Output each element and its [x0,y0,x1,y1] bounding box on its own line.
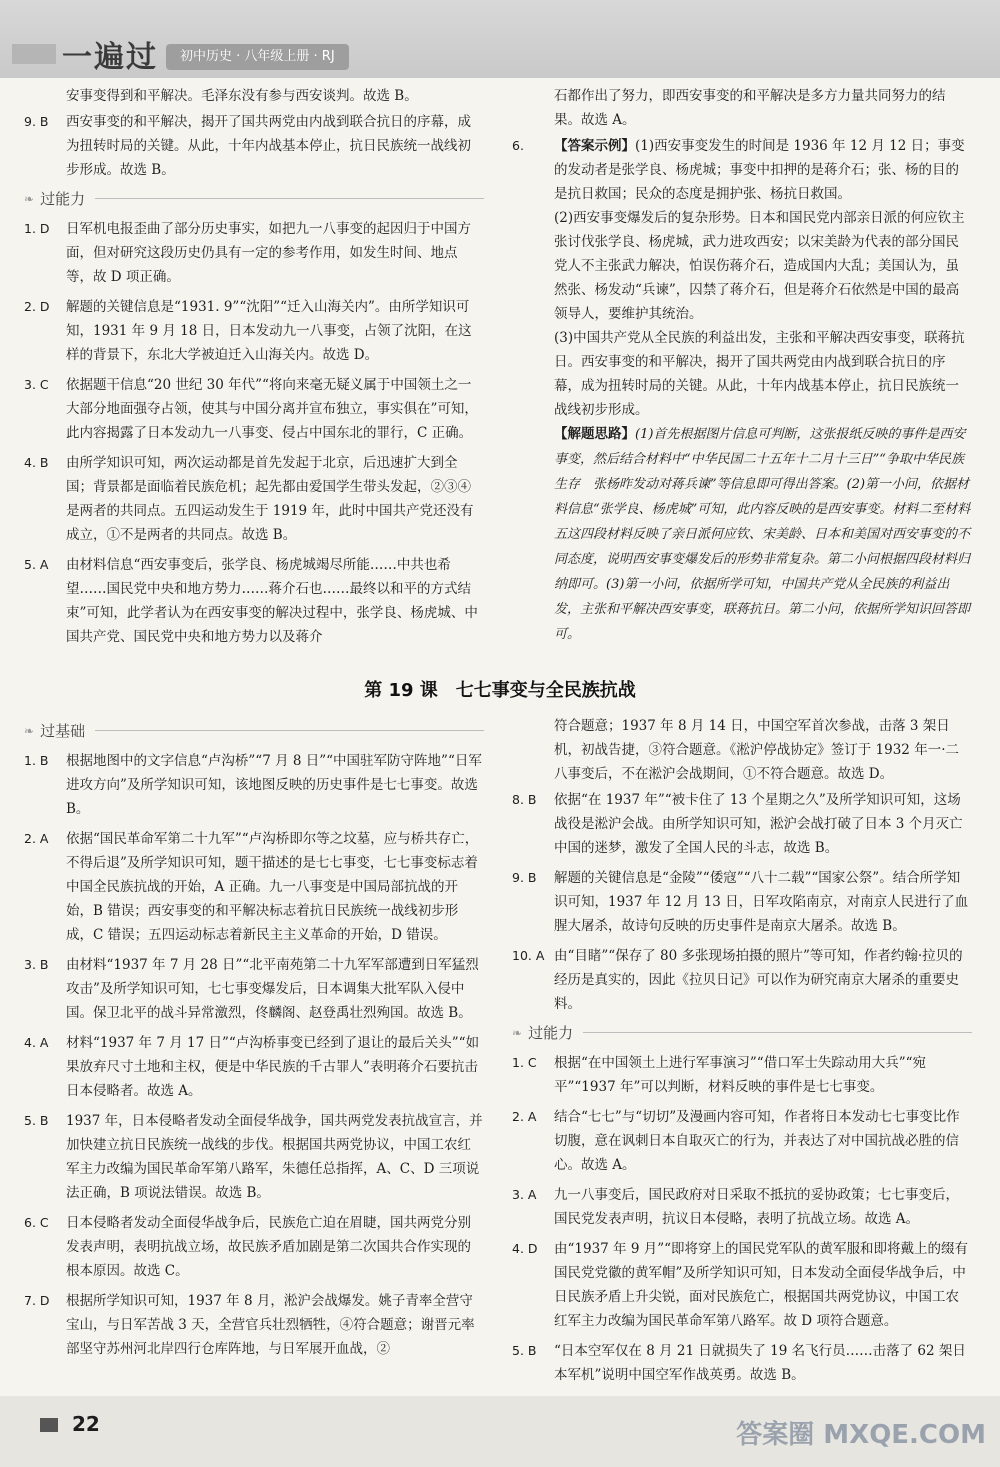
answer-number: 9. B [512,870,537,885]
section-heading-basic: ❧ 过基础 [24,720,484,741]
answer-item [24,217,484,289]
answer-text: 1937 年，日本侵略者发动全面侵华战争，国共两党发表抗战宣言，并加快建立抗日民族统一战线的步伐。根据国共两党协议，中国工农红军主力改编为国民革命军第八路军，朱德任总指挥，A、C、D 三项说法正确，B 项说法错误。故选 B。 [66,1113,483,1201]
answer-number: 4. B [24,455,49,470]
answer-number: 2. D [24,299,50,314]
answer-number: 5. B [512,1343,537,1358]
answer-text: 依据“在 1937 年”“被卡住了 13 个星期之久”及所学知识可知，这场战役是淞沪会战。由所学知识可知，淞沪会战打破了日本 3 个月灭亡中国的迷梦，激发了全国人民的斗志，故选 B。 [554,792,963,856]
answer-item [24,1031,484,1103]
section-mark-icon: ❧ [24,191,35,206]
answer-item [512,1105,972,1177]
answer-number: 4. A [24,1035,49,1050]
answer-item [24,953,484,1025]
section-heading-ability: ❧ 过能力 [24,188,484,209]
top-right-column [512,84,972,653]
answer-number: 1. B [24,753,49,768]
answer-text: 西安事变的和平解决，揭开了国共两党由内战到联合抗日的序幕，成为扭转时局的关键。从此，十年内战基本停止，抗日民族统一战线初步形成。故选 B。 [66,114,471,178]
answer-number: 3. B [24,957,49,972]
lesson-title: 第 19 课 七七事变与全民族抗战 [364,680,636,701]
answer-number: 1. D [24,221,50,236]
answer-item [24,295,484,367]
continued-text: 安事变得到和平解决。毛泽东没有参与西安谈判。故选 B。 [66,88,418,104]
brand-logo: 一遍过 [62,40,158,75]
page-header [0,0,1000,78]
answer-text: 由所学知识可知，两次运动都是首先发起于北京，后迅速扩大到全国；背景都是面临着民族危机；起先都由爱国学生带头发起，②③④是两者的共同点。五四运动发生于 1919 年，此时中国共产党还没有成立，①不是两者的共同点。故选 B。 [66,455,474,543]
answer-q6: 6. 【答案示例】(1)西安事变发生的时间是 1936 年 12 月 12 日；事变的发动者是张学良、杨虎城；事变中扣押的是蒋介石；张、杨的目的是抗日救国；民众的态度是拥护张、杨抗日救国。 (2)西安事变爆发后的复杂形势。日本和国民党内部亲日派的何应钦主张讨伐张学良、杨虎城，武力进攻西安；以宋美龄为代表的部分国民党人不主张武力解决，怕误伤蒋介石，造成国内大乱；美国认为，虽然张、杨发动“兵谏”，囚禁了蒋介石，但是蒋介石依然是中国的最高领导人，要维护其统治。 (3)中国共产党从全民族的利益出发，主张和平解决西安事变，联蒋抗日。西安事变的和平解决，揭开了国共两党由内战到联合抗日的序幕，成为扭转时局的关键。从此，十年内战基本停止，抗日民族统一战线初步形成。 【解题思路】(1)首先根据图片信息可判断，这张报纸反映的事件是西安事变，然后结合材料中“中华民国二十五年十二月十三日”“争取中华民族生存 张杨昨发动对蒋兵谏”等信息即可得出答案。(2)第一小问，依据材料信息“张学良、杨虎城”可知，此内容反映的是西安事变。材料二至材料五这四段材料反映了亲日派何应钦、宋美龄、日本和美国对西安事变的不同态度，说明西安事变爆发后的形势非常复杂。第二小问根据四段材料归纳即可。(3)第一小问，依据所学可知，中国共产党从全民族的利益出发，主张和平解决西安事变，联蒋抗日。第二小问，依据所学知识回答即可。 [512,138,971,642]
answer-item [512,1183,972,1231]
answer-item [512,1237,972,1333]
answer-number: 10. A [512,948,545,963]
section-mark-icon: ❧ [24,723,35,738]
answer-text: 九一八事变后，国民政府对日采取不抵抗的妥协政策；七七事变后，国民党发表声明，抗议日本侵略，表明了抗战立场。故选 A。 [554,1187,959,1227]
continued-text: 石都作出了努力，即西安事变的和平解决是多方力量共同努力的结果。故选 A。 [554,88,946,128]
answer-text: 由“目睹”“保存了 80 多张现场拍摄的照片”等可知，作者约翰·拉贝的经历是真实的，因此《拉贝日记》可以作为研究南京大屠杀的重要史料。 [554,948,963,1012]
answer-number: 7. D [24,1293,50,1308]
answer-number: 6. C [24,1215,49,1230]
analysis-tag: 【解题思路】 [554,426,635,442]
page-number: 22 [72,1412,100,1436]
section-mark-icon: ❧ [512,1025,523,1040]
section-divider [583,1032,972,1033]
answer-text: 材料“1937 年 7 月 17 日”“卢沟桥事变已经到了退让的最后关头”“如果放弃尺寸土地和主权，便是中华民族的千古罪人”表明蒋介石要抗击日本侵略者。故选 A。 [66,1035,480,1099]
answer-text: 依据题干信息“20 世纪 30 年代”“将向来毫无疑义属于中国领土之一大部分地面强夺占领，使其与中国分离并宣布独立，事实俱在”可知，此内容揭露了日本发动九一八事变、侵占中国东北的罪行，C 正确。 [66,377,478,441]
answer-text: 根据所学知识可知，1937 年 8 月，淞沪会战爆发。姚子青率全营守宝山，与日军苦战 3 天，全营官兵壮烈牺牲，④符合题意；谢晋元率部坚守苏州河北岸四行仓库阵地，与日军展开血战，② [66,1293,475,1357]
answer-text: 结合“七七”与“切切”及漫画内容可知，作者将日本发动七七事变比作切腹，意在讽刺日本自取灭亡的行为，并表达了对中国抗战必胜的信心。故选 A。 [554,1109,960,1173]
answer-item [512,788,972,860]
answer-item [512,1051,972,1099]
answer-number: 5. A [24,557,49,572]
continued-text: 符合题意；1937 年 8 月 14 日，中国空军首次参战，击落 3 架日机，初战告捷，③符合题意。《淞沪停战协定》签订于 1932 年一·二八事变后，不在淞沪会战期间，①不符合题意。故选 D。 [554,718,959,782]
answer-text: 由材料信息“西安事变后，张学良、杨虎城竭尽所能……中共也希望……国民党中央和地方势力……蒋介石也……最终以和平的方式结束”可知，此学者认为在西安事变的解决过程中，张学良、杨虎城、中国共产党、国民党中央和地方势力以及蒋介 [66,557,478,645]
answer-text: 根据地图中的文字信息“卢沟桥”“7 月 8 日”“中国驻军防守阵地”“日军进攻方向”及所学知识可知，该地图反映的历史事件是七七事变。故选 B。 [66,753,482,817]
answer-item [24,1109,484,1205]
answer-item [24,553,484,649]
answer-item [24,827,484,947]
answer-number: 5. B [24,1113,49,1128]
answer-number: 3. A [512,1187,537,1202]
answer-item [24,451,484,547]
answer-text: 解题的关键信息是“金陵”“倭寇”“八十二载”“国家公祭”。结合所学知识可知，1937 年 12 月 13 日，日军攻陷南京，对南京人民进行了血腥大屠杀，故诗句反映的历史事件是南京大屠杀。故选 B。 [554,870,969,934]
answer-item [24,749,484,821]
page-marker-icon [40,1418,58,1432]
top-left-column [24,84,484,655]
answer-text: 根据“在中国领土上进行军事演习”“借口军士失踪动用大兵”“宛平”“1937 年”可以判断，材料反映的事件是七七事变。 [554,1055,927,1095]
bottom-left-column [24,714,484,1367]
answer-item [512,1339,972,1387]
watermark: 答案圈 MXQE.COM [736,1420,986,1450]
answer-tag: 【答案示例】 [554,138,635,154]
answer-item [24,1211,484,1283]
answer-item [24,110,484,182]
answer-item [512,866,972,938]
header-decor-bar [12,44,56,64]
subject-label: 初中历史 · 八年级上册 · RJ [166,44,349,70]
section-heading-ability: ❧ 过能力 [512,1022,972,1043]
answer-text: 依据“国民革命军第二十九军”“卢沟桥即尔等之坟墓，应与桥共存亡，不得后退”及所学知识可知，题干描述的是七七事变，七七事变标志着中国全民族抗战的开始，A 正确。九一八事变是中国局部抗战的开始，B 错误；西安事变的和平解决标志着抗日民族统一战线初步形成，C 错误；五四运动标志着新民主主义革命的开始，D 错误。 [66,831,479,943]
answer-text: 由“1937 年 9 月”“即将穿上的国民党军队的黄军服和即将戴上的缀有国民党党徽的黄军帽”及所学知识可知，日本发动全面侵华战争后，中日民族矛盾上升尖锐，面对民族危亡，根据国共两党协议，中国工农红军主力改编为国民革命军第八路军。故 D 项符合题意。 [554,1241,969,1329]
answer-text: 解题的关键信息是“1931. 9”“沈阳”“迁入山海关内”。由所学知识可知，1931 年 9 月 18 日，日本发动九一八事变，占领了沈阳，在这样的背景下，东北大学被迫迁入山海关内。故选 D。 [66,299,472,363]
answer-number: 3. C [24,377,49,392]
answer-number: 4. D [512,1241,538,1256]
bottom-right-column [512,714,972,1393]
answer-text: 由材料“1937 年 7 月 28 日”“北平南苑第二十九军军部遭到日军猛烈攻击”及所学知识可知，七七事变爆发后，日本调集大批军队入侵中国。保卫北平的战斗异常激烈，佟麟阁、赵登禹壮烈殉国。故选 B。 [66,957,479,1021]
answer-number: 2. A [512,1109,537,1124]
answer-item [512,944,972,1016]
answer-number: 2. A [24,831,49,846]
answer-text: 日本侵略者发动全面侵华战争后，民族危亡迫在眉睫，国共两党分别发表声明，表明抗战立场，故民族矛盾加剧是第二次国共合作实现的根本原因。故选 C。 [66,1215,471,1279]
answer-text: “日本空军仅在 8 月 21 日就损失了 19 名飞行员……击落了 62 架日本军机”说明中国空军作战英勇。故选 B。 [554,1343,966,1383]
answer-text: 日军机电报歪曲了部分历史事实，如把九一八事变的起因归于中国方面，但对研究这段历史仍具有一定的参考作用，如发生时间、地点等，故 D 项正确。 [66,221,471,285]
section-divider [95,198,484,199]
answer-item [24,1289,484,1361]
section-divider [95,730,484,731]
answer-number: 1. C [512,1055,537,1070]
answer-item [24,373,484,445]
answer-number: 9. B [24,114,49,129]
answer-number: 8. B [512,792,537,807]
